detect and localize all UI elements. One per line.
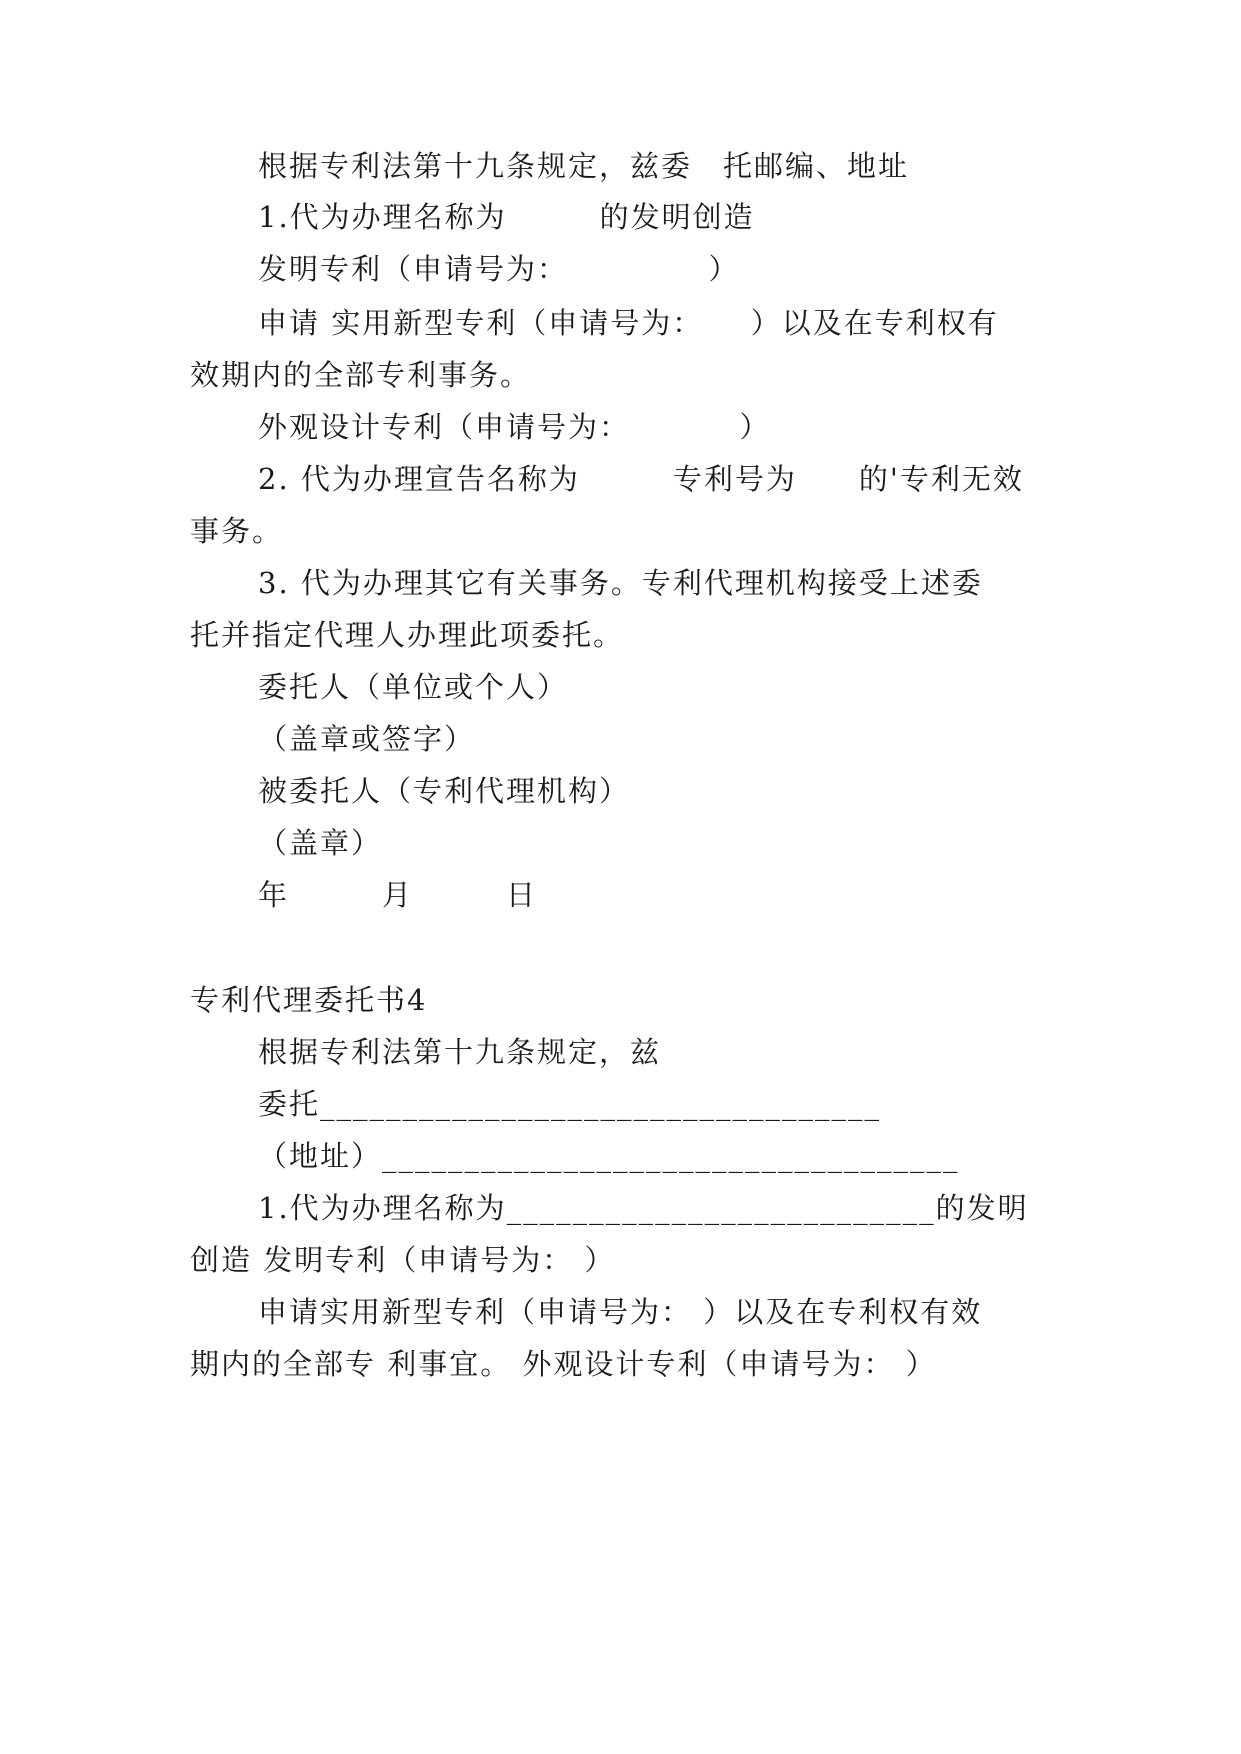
part2-entrust: 委托__________________________________	[258, 1087, 882, 1121]
part1-item3-cont: 托并指定代理人办理此项委托。	[190, 618, 625, 652]
part1-principal: 委托人（单位或个人）	[258, 670, 569, 704]
part1-apply-line: 申请 实用新型专利（申请号为： ）以及在专利权有	[258, 306, 999, 340]
part2-item1-cont: 创造 发明专利（申请号为： ）	[190, 1243, 616, 1277]
part2-item1: 1.代为办理名称为__________________________的发明	[258, 1191, 1029, 1225]
part2-title: 专利代理委托书4	[190, 983, 428, 1017]
part1-item2-cont: 事务。	[190, 514, 284, 548]
part2-intro: 根据专利法第十九条规定，兹	[258, 1035, 662, 1069]
part1-item3: 3. 代为办理其它有关事务。专利代理机构接受上述委	[258, 566, 983, 600]
part1-item1: 1.代为办理名称为 的发明创造	[258, 200, 755, 234]
part1-design-patent: 外观设计专利（申请号为： ）	[258, 410, 771, 444]
part2-apply-line-cont: 期内的全部专 利事宜。 外观设计专利（申请号为： ）	[190, 1347, 937, 1381]
part1-apply-line-cont: 效期内的全部专利事务。	[190, 358, 532, 392]
part1-intro: 根据专利法第十九条规定，兹委 托邮编、地址	[258, 149, 910, 183]
part1-item2: 2. 代为办理宣告名称为 专利号为 的'专利无效	[258, 462, 1024, 496]
part1-agent-seal: （盖章）	[258, 826, 383, 860]
part2-address: （地址）___________________________________	[258, 1139, 960, 1173]
part2-apply-line: 申请实用新型专利（申请号为： ）以及在专利权有效	[258, 1295, 983, 1329]
part1-principal-seal: （盖章或签字）	[258, 722, 476, 756]
part1-invention-patent: 发明专利（申请号为： ）	[258, 252, 740, 286]
part1-date: 年 月 日	[258, 878, 538, 912]
part1-agent: 被委托人（专利代理机构）	[258, 774, 631, 808]
